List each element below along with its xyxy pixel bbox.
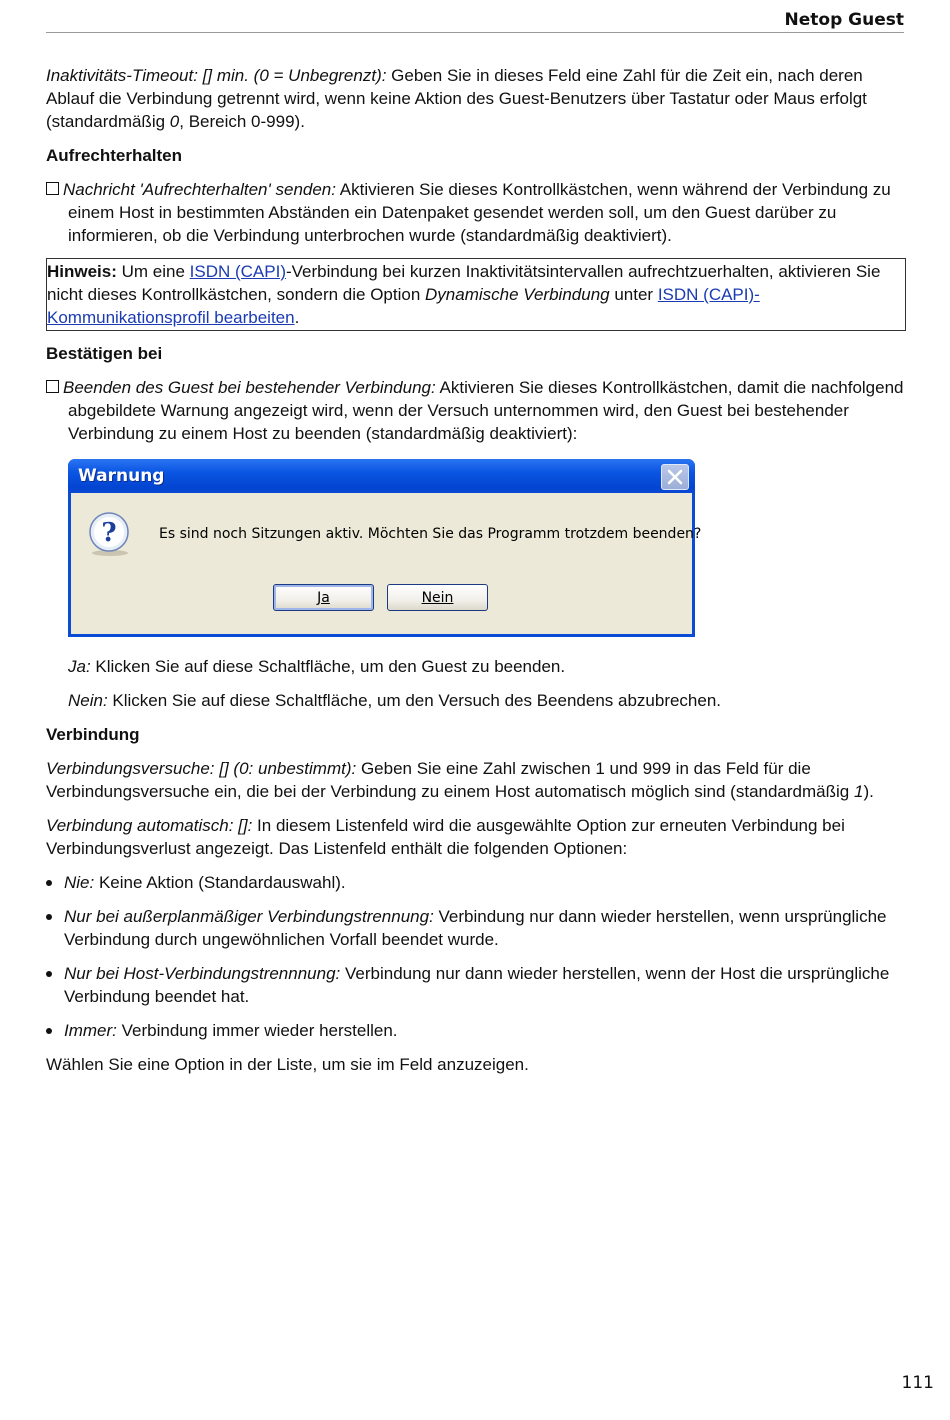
dialog-message: Es sind noch Sitzungen aktiv. Möchten Sie das Programm trotzdem beenden? (159, 526, 702, 542)
attempts-paragraph: Verbindungsversuche: [] (0: unbestimmt): Geben Sie eine Zahl zwischen 1 und 999 in das Feld für die Verbindungsversuche ein, die bei der Verbindung zu einem Host automatisch möglich sind (standardmäßig 1). (46, 759, 874, 801)
list-item: Nie: Keine Aktion (Standardauswahl). (46, 871, 906, 894)
svg-text:?: ? (101, 518, 117, 548)
checkbox-icon (46, 380, 59, 393)
page-content (46, 64, 906, 1087)
page-header (46, 8, 904, 33)
heading-verbindung: Verbindung (46, 725, 140, 744)
note-label: Hinweis: (47, 262, 117, 281)
dialog-titlebar (68, 459, 695, 493)
keepalive-label: Nachricht 'Aufrechterhalten' senden: (63, 180, 336, 199)
dialog-body (71, 493, 702, 634)
note-box: Hinweis: Um eine ISDN (CAPI)-Verbindung bei kurzen Inaktivitätsintervallen aufrechtzuerhalten, aktivieren Sie nicht dieses Kontrollkästchen, sondern die Option Dynamische Verbindung unter ISDN (CAPI)-Kommunikationsprofil bearbeiten. (46, 258, 906, 331)
heading-aufrechterhalten: Aufrechterhalten (46, 146, 183, 165)
confirm-exit-option: Beenden des Guest bei bestehender Verbindung: Aktivieren Sie dieses Kontrollkästchen, damit die nachfolgend abgebildete Warnung angezeigt wird, wenn der Versuch unternommen wird, den Guest bei bestehender Verbindung zu einem Host zu beenden (standardmäßig deaktiviert): (46, 376, 906, 445)
isdn-profile-link[interactable]: ISDN (CAPI)-Kommunikationsprofil bearbeiten (47, 285, 760, 327)
timeout-label: Inaktivitäts-Timeout: [] min. (0 = Unbegrenzt): (46, 66, 387, 85)
bullet-icon (46, 971, 52, 977)
auto-connect-paragraph: Verbindung automatisch: []: In diesem Listenfeld wird die ausgewählte Option zur erneuten Verbindung bei Verbindungsverlust angezeigt. Das Listenfeld enthält die folgenden Optionen: (46, 816, 845, 858)
bullet-icon (46, 1028, 52, 1034)
isdn-capi-link[interactable]: ISDN (CAPI) (189, 262, 286, 281)
warning-dialog (68, 459, 702, 637)
list-item: Immer: Verbindung immer wieder herstellen. (46, 1019, 906, 1042)
nein-description: Nein: Klicken Sie auf diese Schaltfläche, um den Versuch des Beendens abzubrechen. (68, 691, 722, 710)
ja-description: Ja: Klicken Sie auf diese Schaltfläche, um den Guest zu beenden. (68, 657, 566, 676)
header-title: Netop Guest (784, 10, 904, 30)
dialog-title: Warnung (78, 466, 165, 486)
ja-button[interactable]: Ja (273, 584, 374, 611)
timeout-paragraph: Inaktivitäts-Timeout: [] min. (0 = Unbegrenzt): Geben Sie in dieses Feld eine Zahl für die Zeit ein, nach deren Ablauf die Verbindung getrennt wird, wenn keine Aktion des Guest-Benutzers über Tastatur oder Maus erfolgt (standardmäßig 0, Bereich 0-999). (46, 66, 867, 131)
close-icon[interactable] (661, 464, 689, 490)
options-list (46, 871, 906, 1042)
checkbox-icon (46, 182, 59, 195)
question-icon (87, 511, 133, 557)
list-item: Nur bei außerplanmäßiger Verbindungstrennung: Verbindung nur dann wieder herstellen, wenn ursprüngliche Verbindung durch ungewöhnlichen Vorfall beendet wurde. (46, 905, 906, 951)
page-number: 111 (901, 1373, 934, 1393)
closing-paragraph: Wählen Sie eine Option in der Liste, um sie im Feld anzuzeigen. (46, 1055, 529, 1074)
confirm-exit-label: Beenden des Guest bei bestehender Verbindung: (63, 378, 436, 397)
list-item: Nur bei Host-Verbindungstrennnung: Verbindung nur dann wieder herstellen, wenn der Host die ursprüngliche Verbindung beendet hat. (46, 962, 906, 1008)
keepalive-option: Nachricht 'Aufrechterhalten' senden: Aktivieren Sie dieses Kontrollkästchen, wenn während der Verbindung zu einem Host in bestimmten Abständen ein Datenpaket gesendet werden soll, um den Guest darüber zu informieren, ob die Verbindung unterbrochen wurde (standardmäßig deaktiviert). (46, 178, 906, 247)
bullet-icon (46, 914, 52, 920)
nein-button[interactable]: Nein (387, 584, 488, 611)
bullet-icon (46, 880, 52, 886)
heading-bestaetigen: Bestätigen bei (46, 344, 163, 363)
